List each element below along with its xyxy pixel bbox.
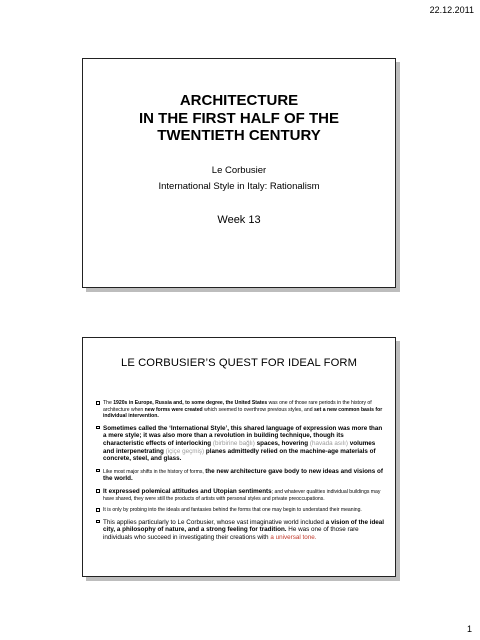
bullet-item: The 1920s in Europe, Russia and, to some degree, the United States was one of those rare periods in the history of architecture when new forms were created which seemed to overthrow previous styles, and set a new common basis for individual intervention. bbox=[96, 400, 385, 420]
subtitle: International Style in Italy: Rationalism bbox=[158, 181, 320, 192]
checkbox-bullet-icon bbox=[96, 469, 100, 473]
bullet-item: It expressed polemical attitudes and Utopian sentiments; and whatever qualities individual buildings may have shared, they were still the products of artists with personal styles and private preoccupations. bbox=[96, 488, 385, 502]
slide-heading: LE CORBUSIER’S QUEST FOR IDEAL FORM bbox=[121, 357, 357, 369]
bullet-list bbox=[96, 400, 385, 547]
bullet-item: It is only by probing into the ideals and fantasies behind the forms that one may begin to understand their meaning. bbox=[96, 507, 385, 514]
bullet-item: This applies particularly to Le Corbusier, whose vast imaginative world included a vision of the ideal city, a philosophy of nature, and a strong feeling for tradition. He was one of those rare individuals who succeed in investigating their creations with a universal tone. bbox=[96, 519, 385, 542]
date-label: 22.12.2011 bbox=[429, 5, 474, 15]
checkbox-bullet-icon bbox=[96, 401, 100, 405]
bullet-item: Sometimes called the ‘International Style’, this shared language of expression was more than a mere style; it was also more than a revolution in building technique, though its characteristic effects of interlocking (birbirine bağlı) spaces, hovering (havada asılı) volumes and interpenetrating (içiçe geçmiş) planes admittedly relied on the machine-age materials of concrete, steel, and glass. bbox=[96, 425, 385, 463]
slide-title-heading bbox=[83, 92, 395, 145]
checkbox-bullet-icon bbox=[96, 489, 100, 493]
slide-quest bbox=[82, 337, 396, 577]
checkbox-bullet-icon bbox=[96, 520, 100, 524]
checkbox-bullet-icon bbox=[96, 426, 100, 430]
author: Le Corbusier bbox=[211, 165, 267, 176]
week-label: Week 13 bbox=[217, 214, 261, 226]
checkbox-bullet-icon bbox=[96, 508, 100, 512]
title-line-1: ARCHITECTURE bbox=[179, 92, 299, 109]
title-line-2: IN THE FIRST HALF OF THE bbox=[139, 109, 339, 127]
slide-title bbox=[82, 58, 396, 288]
page-number: 1 bbox=[466, 624, 472, 634]
bullet-item: Like most major shifts in the history of forms, the new architecture gave body to new ideas and visions of the world. bbox=[96, 468, 385, 483]
title-line-3: TWENTIETH CENTURY bbox=[157, 127, 321, 144]
